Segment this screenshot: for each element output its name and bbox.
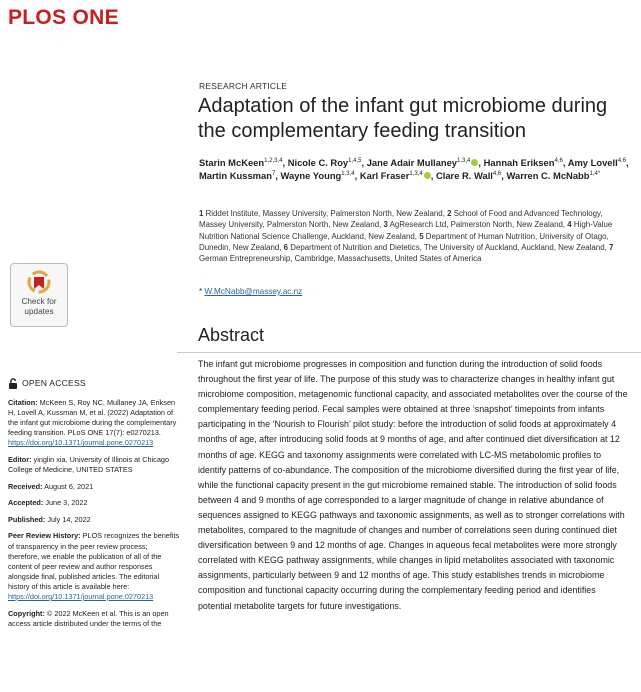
affiliation-text: School of Food and Advanced Technology, Massey University, Palmerston North, New Zealand,	[199, 209, 603, 230]
author-affiliation-numbers: 1,3,4	[409, 170, 423, 177]
author-name[interactable]: Clare R. Wall	[435, 169, 493, 181]
author-affiliation-numbers: 4,6	[617, 157, 627, 164]
author-affiliation-numbers: 1,4	[589, 170, 598, 177]
received-date: August 6, 2021	[44, 481, 94, 491]
corresponding-mark: *	[199, 287, 203, 296]
check-updates-line1: Check for	[21, 297, 57, 306]
author-name[interactable]: Nicole C. Roy	[287, 157, 349, 168]
author-affiliation-numbers: 1,2,3,4	[264, 157, 283, 164]
author-affiliation-numbers: 4,6	[492, 170, 502, 177]
editor-label: Editor:	[8, 454, 32, 464]
citation-block	[8, 398, 180, 448]
open-access-label	[8, 378, 180, 389]
section-divider	[177, 352, 641, 353]
copyright-text: © 2022 McKeen et al. This is an open access article distributed under the terms of the	[8, 608, 169, 628]
author-name[interactable]: Martin Kussman	[199, 169, 272, 181]
peer-review-label: Peer Review History:	[8, 531, 81, 541]
affiliation-text: German Entrepreneurship, Cambridge, Massachusetts, United States of America	[199, 254, 482, 264]
affiliation-text: High-Value Nutrition National Science Challenge, Auckland, New Zealand,	[199, 220, 613, 241]
affiliation-number: 5	[419, 231, 424, 241]
peer-review-doi-link[interactable]: https://doi.org/10.1371/journal.pone.0270213	[8, 592, 154, 601]
author-affiliation-numbers: 1,4,5	[348, 157, 362, 164]
affiliation-text: Riddet Institute, Massey University, Palmerston North, New Zealand,	[205, 209, 445, 218]
author-name[interactable]: Warren C. McNabb	[506, 169, 590, 181]
received-label: Received:	[8, 481, 43, 491]
article-title: Adaptation of the infant gut microbiome during the complementary feeding transition	[198, 95, 608, 142]
abstract-heading: Abstract	[198, 325, 265, 345]
open-access-text: OPEN ACCESS	[22, 378, 86, 389]
accepted-block	[8, 498, 180, 508]
citation-label: Citation:	[8, 398, 38, 407]
published-date: July 14, 2022	[47, 514, 91, 524]
author-name[interactable]: Jane Adair Mullaney	[366, 157, 458, 168]
copyright-block	[8, 609, 180, 629]
author-list: Starin McKeen$^{1,2,3,4}$, Nicole C. Roy$^{1,4,5}$, Jane Adair Mullaney$^{1,3,4}$ , Hannah Eriksen$^{4,6}$, Amy Lovell$^{4,6}$, Martin Kussman$^7$, Wayne Young$^{1,3,4}$, Karl Fraser$^{1,3,4}$ , Clare R. Wall$^{4,6}$, Warren C. McNabb$^{1,4*}$	[199, 157, 629, 181]
affiliation-number: 4	[567, 220, 572, 230]
check-updates-line2: updates	[24, 306, 54, 316]
author-name[interactable]: Hannah Eriksen	[483, 157, 555, 168]
published-label: Published:	[8, 514, 46, 524]
author-affiliation-numbers: 4,6	[554, 157, 563, 164]
peer-review-text: PLOS recognizes the benefits of transparency in the peer review process; therefore, we enable the publication of all of the content of peer review and author responses alongside final, published articles. The editorial history of this article is available here:	[8, 531, 180, 591]
author-affiliation-numbers: 1,3,4	[457, 157, 471, 164]
article-info-sidebar	[8, 378, 180, 635]
editor-block	[8, 455, 180, 475]
journal-logo[interactable]: PLOS ONE	[8, 6, 119, 29]
affiliation-number: 3	[383, 220, 388, 230]
author-name[interactable]: Amy Lovell	[567, 157, 618, 168]
received-block	[8, 482, 180, 492]
affiliations	[199, 208, 629, 264]
peer-review-block	[8, 531, 180, 602]
article-type: RESEARCH ARTICLE	[199, 81, 288, 91]
abstract-body: The infant gut microbiome progresses in composition and function during the introduction of solid foods throughout the first year of life. The purpose of this study was to characterize changes in healthy infant gut microbiome composition, metagenomic functional capacity, and associated metabolites over the course of the complementary feeding period. Fecal samples were obtained at three ‘snapshot’ timepoints from infants participating in the ‘Nourish to Flourish’ pilot study: before the introduction of solid foods at approximately 4 months of age, after introducing solid foods at 9 months of age, and after continued diet diversification at 12 months of age. KEGG and taxonomy assignments were correlated with LC-MS metabolomic profiles to identify patterns of co-abundance. The composition of the microbiome diversified during the first year of life, while the functional capacity present in the gut microbiome remained stable. The introduction of solid foods between 4 and 9 months of age corresponded to a larger magnitude of change in relative abundance of sequences assigned to KEGG pathways and taxonomic assignments, as well as to stronger correlations with metabolites, compared to the magnitude of changes and number of correlations seen during continued diet diversification between 9 and 12 months of age. Changes in aqueous fecal metabolites were more strongly correlated with KEGG pathway assignments, while changes in lipid metabolites associated with taxonomic assignments, particularly between 9 and 12 months of age. This study establishes trends in microbiome composition and functional capacity occurring during the complementary feeding period and identifies potential metabolite targets for future investigations.	[198, 359, 628, 611]
editor-text: yinglin xia, University of Illinois at Chicago College of Medicine, UNITED STATES	[8, 454, 170, 475]
author-name[interactable]: Starin McKeen	[199, 157, 265, 168]
affiliation-text: AgResearch Ltd, Palmerston North, New Zealand,	[389, 220, 566, 230]
affiliation-number: 7	[608, 242, 614, 252]
corresponding-email-line	[199, 287, 302, 296]
citation-doi-link[interactable]: https://doi.org/10.1371/journal.pone.0270213	[8, 438, 154, 448]
affiliation-number: 2	[447, 209, 452, 218]
orcid-icon[interactable]	[471, 159, 478, 166]
check-updates-icon	[27, 270, 51, 294]
citation-text: McKeen S, Roy NC, Mullaney JA, Eriksen H, Lovell A, Kussman M, et al. (2022) Adaptation of the infant gut microbiome during the complementary feeding transition. PLoS ONE 17(7): e0270213.	[8, 398, 177, 438]
corresponding-email-link[interactable]: W.McNabb@massey.ac.nz	[204, 287, 303, 296]
corresponding-author-mark: *	[597, 170, 601, 177]
author-affiliation-numbers: 7	[271, 170, 276, 177]
check-updates-text	[11, 297, 67, 316]
open-lock-icon	[8, 378, 18, 389]
accepted-date: June 3, 2022	[45, 498, 88, 508]
author-affiliation-numbers: 1,3,4	[341, 170, 355, 177]
affiliation-text: Department of Nutrition and Dietetics, The University of Auckland, Auckland, New Zealand,	[290, 242, 607, 252]
accepted-label: Accepted:	[8, 498, 44, 508]
author-name[interactable]: Karl Fraser	[359, 169, 410, 181]
author-name[interactable]: Wayne Young	[280, 169, 342, 181]
affiliation-text: Department of Human Nutrition, University of Otago, Dunedin, New Zealand,	[199, 231, 609, 252]
affiliation-number: 6	[283, 242, 289, 252]
affiliation-number: 1	[199, 209, 204, 218]
orcid-icon[interactable]	[424, 172, 431, 179]
published-block	[8, 515, 180, 525]
check-for-updates-badge[interactable]	[10, 263, 68, 327]
copyright-label: Copyright:	[8, 608, 45, 618]
